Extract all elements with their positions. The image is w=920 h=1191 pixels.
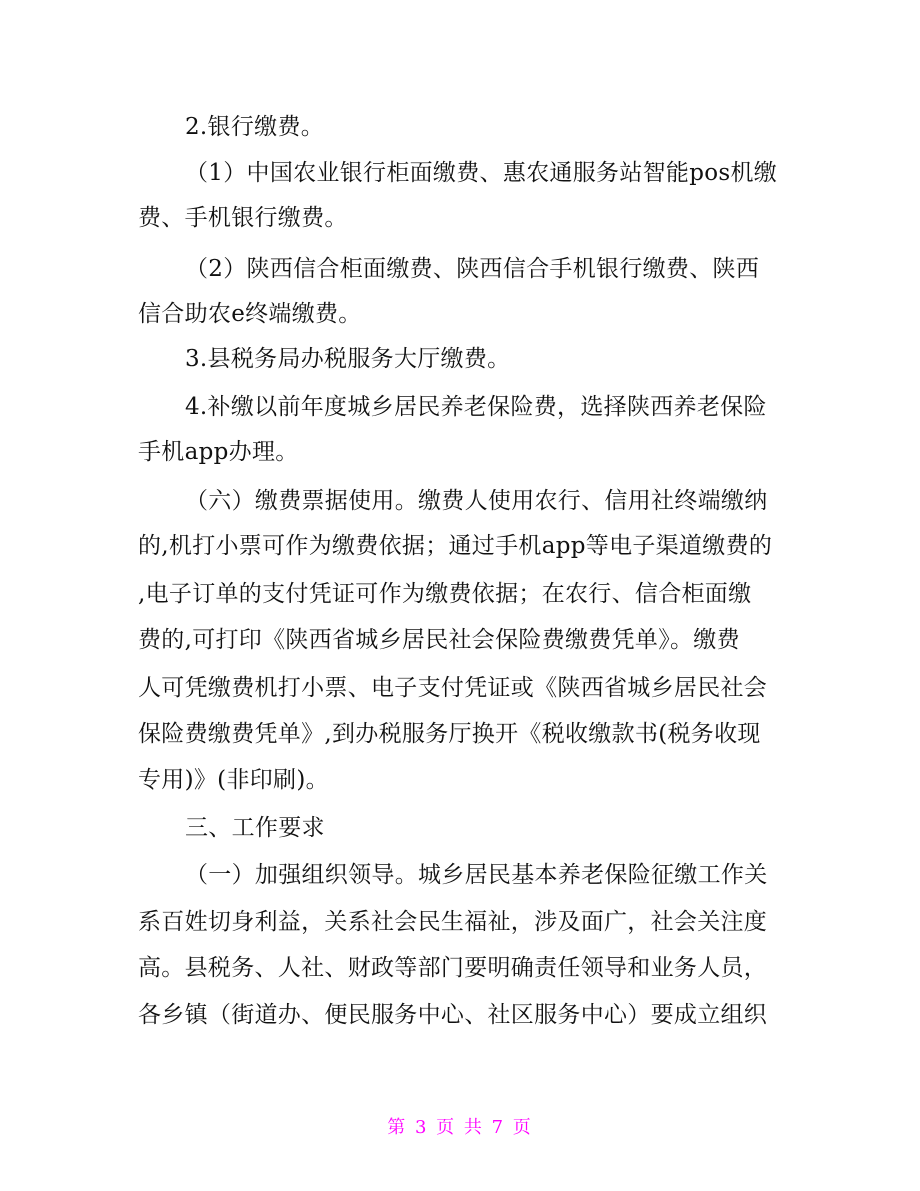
paragraph-shaanxi-line1: （2）陕西信合柜面缴费、陕西信合手机银行缴费、陕西 — [185, 256, 760, 282]
paragraph-receipt-line1: （六）缴费票据使用。缴费人使用农行、信用社终端缴纳 — [185, 488, 768, 514]
paragraph-organization-line1: （一）加强组织领导。城乡居民基本养老保险征缴工作关 — [185, 862, 768, 888]
paragraph-back-payment-line2: 手机app办理。 — [138, 439, 299, 465]
paragraph-shaanxi-line2: 信合助农e终端缴费。 — [138, 301, 362, 327]
paragraph-organization-line2: 系百姓切身利益，关系社会民生福祉，涉及面广，社会关注度 — [138, 909, 768, 935]
paragraph-receipt-line3: ,电子订单的支付凭证可作为缴费依据；在农行、信合柜面缴 — [138, 581, 752, 607]
paragraph-bank-payment-heading: 2.银行缴费。 — [185, 114, 325, 140]
paragraph-receipt-line4: 费的,可打印《陕西省城乡居民社会保险费缴费凭单》。缴费 — [138, 627, 740, 653]
section-heading-work-requirements: 三、工作要求 — [185, 815, 325, 841]
paragraph-abc-line1: （1）中国农业银行柜面缴费、惠农通服务站智能pos机缴 — [185, 160, 778, 186]
page-number-footer: 第 3 页 共 7 页 — [387, 1117, 533, 1138]
paragraph-organization-line4: 各乡镇（街道办、便民服务中心、社区服务中心）要成立组织 — [138, 1002, 768, 1028]
paragraph-receipt-line5: 人可凭缴费机打小票、电子支付凭证或《陕西省城乡居民社会 — [138, 675, 768, 701]
paragraph-abc-line2: 费、手机银行缴费。 — [138, 205, 348, 231]
paragraph-receipt-line7: 专用)》(非印刷)。 — [138, 767, 329, 793]
paragraph-organization-line3: 高。县税务、人社、财政等部门要明确责任领导和业务人员， — [138, 955, 768, 981]
paragraph-receipt-line2: 的,机打小票可作为缴费依据；通过手机app等电子渠道缴费的 — [138, 533, 773, 559]
paragraph-back-payment-line1: 4.补缴以前年度城乡居民养老保险费，选择陕西养老保险 — [185, 394, 767, 420]
paragraph-receipt-line6: 保险费缴费凭单》,到办税服务厅换开《税收缴款书(税务收现 — [138, 721, 761, 747]
paragraph-tax-hall: 3.县税务局办税服务大厅缴费。 — [185, 346, 511, 372]
